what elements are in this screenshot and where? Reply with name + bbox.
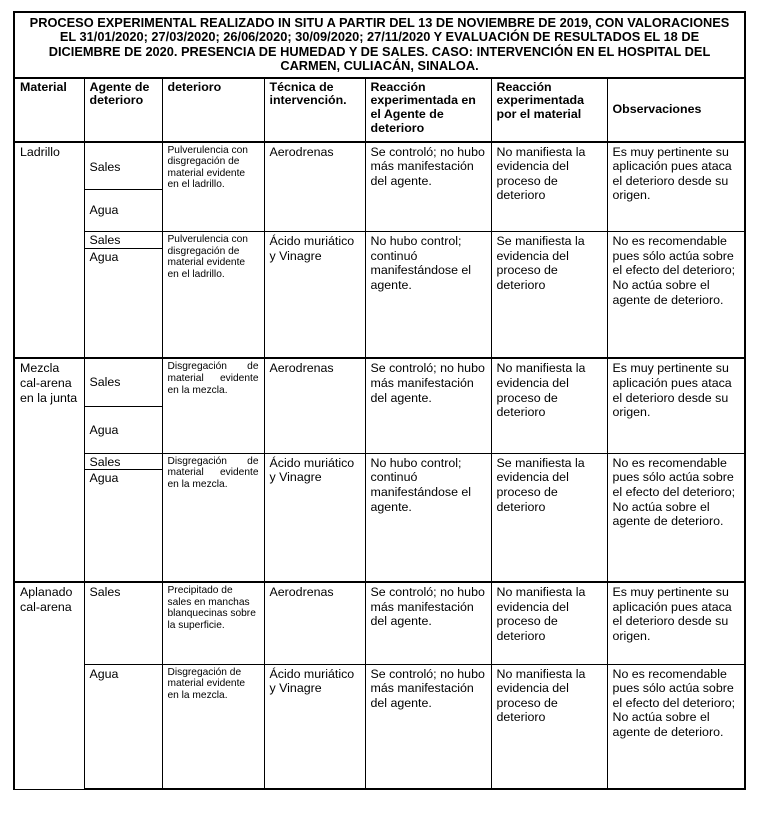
reaccion-agente-cell: No hubo control; continuó manifestándose el agente. bbox=[365, 232, 491, 359]
reaccion-agente-cell: Se controló; no hubo más manifestación del agente. bbox=[365, 664, 491, 789]
table-row bbox=[14, 664, 745, 789]
reaccion-material-cell: Se manifiesta la evidencia del proceso de deterioro bbox=[491, 453, 607, 582]
agent-cell: Sales bbox=[84, 453, 162, 470]
table-row bbox=[14, 358, 745, 406]
material-cell: Aplanado cal-arena bbox=[14, 582, 84, 789]
observaciones-cell: Es muy pertinente su aplicación pues ataca el deterioro desde su origen. bbox=[607, 358, 745, 453]
header-tecnica: Técnica de intervención. bbox=[264, 78, 365, 142]
reaccion-agente-cell: No hubo control; continuó manifestándose el agente. bbox=[365, 453, 491, 582]
deterioro-cell: Disgregación de material evidente en la mezcla. bbox=[162, 453, 264, 582]
deterioro-cell: Disgregación de material evidente en la mezcla. bbox=[162, 358, 264, 453]
agent-cell: Sales bbox=[84, 358, 162, 406]
reaccion-agente-cell: Se controló; no hubo más manifestación del agente. bbox=[365, 582, 491, 664]
header-observaciones: Observaciones bbox=[607, 78, 745, 142]
tecnica-cell: Aerodrenas bbox=[264, 358, 365, 453]
tecnica-cell: Ácido muriático y Vinagre bbox=[264, 232, 365, 359]
observaciones-cell: No es recomendable pues sólo actúa sobre el efecto del deterioro; No actúa sobre el agente de deterioro. bbox=[607, 664, 745, 789]
material-cell: Ladrillo bbox=[14, 142, 84, 359]
reaccion-material-cell: Se manifiesta la evidencia del proceso de deterioro bbox=[491, 232, 607, 359]
observaciones-cell: No es recomendable pues sólo actúa sobre el efecto del deterioro; No actúa sobre el agente de deterioro. bbox=[607, 232, 745, 359]
reaccion-material-cell: No manifiesta la evidencia del proceso de deterioro bbox=[491, 358, 607, 453]
deterioro-cell: Pulverulencia con disgregación de material evidente en el ladrillo. bbox=[162, 232, 264, 359]
title-row bbox=[14, 12, 745, 78]
agent-cell: Sales bbox=[84, 232, 162, 249]
reaccion-agente-cell: Se controló; no hubo más manifestación del agente. bbox=[365, 142, 491, 232]
header-row bbox=[14, 78, 745, 142]
deterioro-cell: Disgregación de material evidente en la mezcla. bbox=[162, 664, 264, 789]
tecnica-cell: Aerodrenas bbox=[264, 142, 365, 232]
deterioro-cell: Pulverulencia con disgregación de material evidente en el ladrillo. bbox=[162, 142, 264, 232]
observaciones-cell: Es muy pertinente su aplicación pues ataca el deterioro desde su origen. bbox=[607, 142, 745, 232]
agent-cell: Agua bbox=[84, 406, 162, 453]
observaciones-cell: No es recomendable pues sólo actúa sobre el efecto del deterioro; No actúa sobre el agente de deterioro. bbox=[607, 453, 745, 582]
table-row bbox=[14, 232, 745, 249]
tecnica-cell: Ácido muriático y Vinagre bbox=[264, 453, 365, 582]
table-title: PROCESO EXPERIMENTAL REALIZADO IN SITU A PARTIR DEL 13 DE NOVIEMBRE DE 2019, CON VALORACIONES EL 31/01/2020; 27/03/2020; 26/06/2020; 30/09/2020; 27/11/2020 Y EVALUACIÓN DE RESULTADOS EL 18 DE DICIEMBRE DE 2020. PRESENCIA DE HUMEDAD Y DE SALES. CASO: INTERVENCIÓN EN EL HOSPITAL DEL CARMEN, CULIACÁN, SINALOA. bbox=[14, 12, 745, 78]
reaccion-material-cell: No manifiesta la evidencia del proceso de deterioro bbox=[491, 664, 607, 789]
header-reaccion-agente: Reacción experimentada en el Agente de deterioro bbox=[365, 78, 491, 142]
header-agente: Agente de deterioro bbox=[84, 78, 162, 142]
agent-spacer bbox=[84, 486, 162, 582]
agent-cell: Agua bbox=[84, 470, 162, 486]
table-row bbox=[14, 142, 745, 190]
table-row bbox=[14, 582, 745, 664]
agent-cell: Agua bbox=[84, 190, 162, 232]
agent-cell: Sales bbox=[84, 582, 162, 664]
agent-spacer bbox=[84, 264, 162, 358]
experiment-table bbox=[13, 11, 746, 790]
header-reaccion-material: Reacción experimentada por el material bbox=[491, 78, 607, 142]
material-cell: Mezcla cal-arena en la junta bbox=[14, 358, 84, 582]
document-table-wrapper bbox=[13, 11, 744, 790]
reaccion-material-cell: No manifiesta la evidencia del proceso de deterioro bbox=[491, 582, 607, 664]
table-row bbox=[14, 453, 745, 470]
tecnica-cell: Ácido muriático y Vinagre bbox=[264, 664, 365, 789]
reaccion-agente-cell: Se controló; no hubo más manifestación del agente. bbox=[365, 358, 491, 453]
observaciones-cell: Es muy pertinente su aplicación pues ataca el deterioro desde su origen. bbox=[607, 582, 745, 664]
deterioro-cell: Precipitado de sales en manchas blanquecinas sobre la superficie. bbox=[162, 582, 264, 664]
reaccion-material-cell: No manifiesta la evidencia del proceso de deterioro bbox=[491, 142, 607, 232]
agent-cell: Agua bbox=[84, 664, 162, 789]
tecnica-cell: Aerodrenas bbox=[264, 582, 365, 664]
header-deterioro: deterioro bbox=[162, 78, 264, 142]
agent-cell: Sales bbox=[84, 142, 162, 190]
header-material: Material bbox=[14, 78, 84, 142]
agent-cell: Agua bbox=[84, 248, 162, 264]
